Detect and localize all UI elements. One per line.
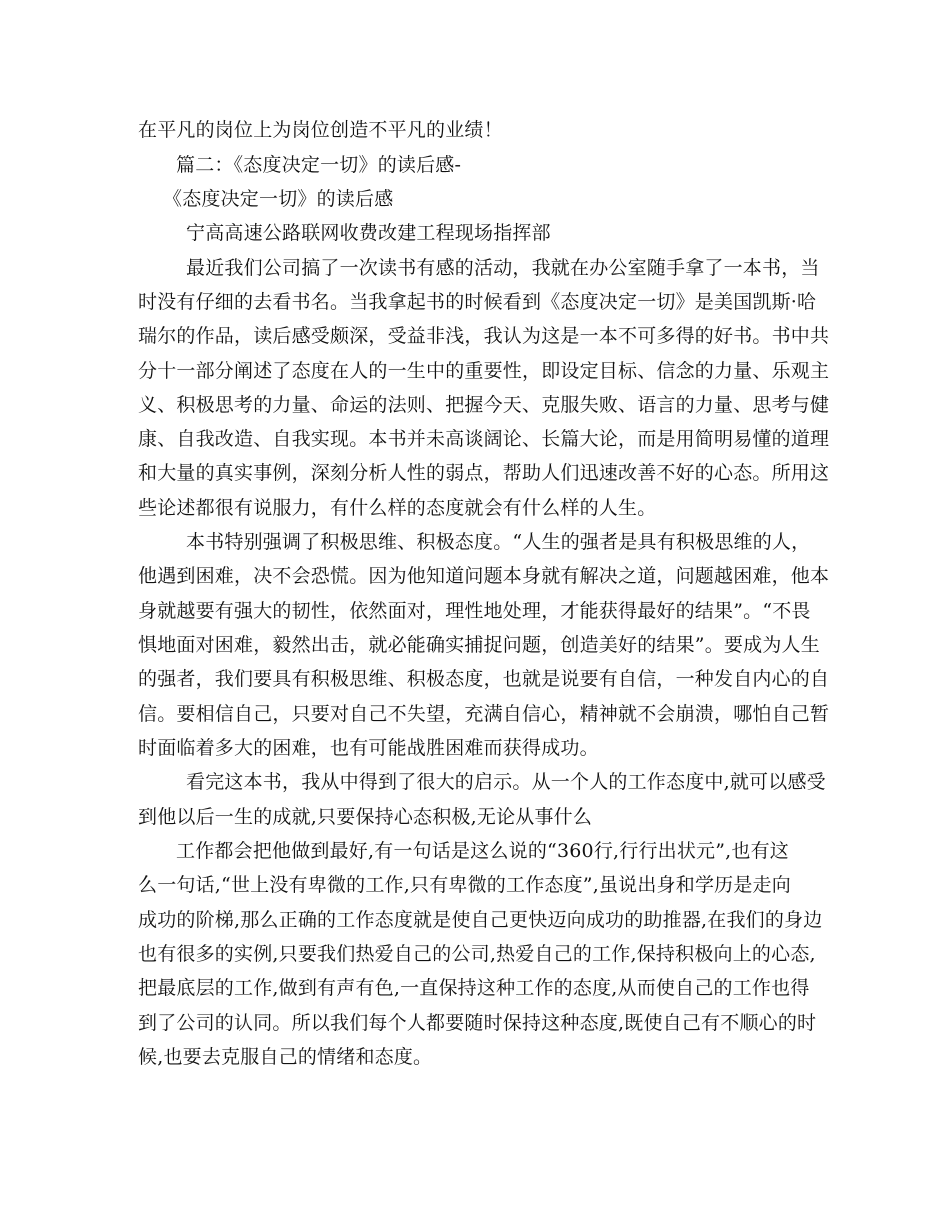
text-line: 时面临着多大的困难，也有可能战胜困难而获得成功。 <box>138 737 599 759</box>
text-line: 到了公司的认同。所以我们每个人都要随时保持这种态度,既使自己有不顺心的时 <box>138 1012 817 1034</box>
article-title: 《态度决定一切》的读后感 <box>163 188 394 210</box>
text-line: 时没有仔细的去看书名。当我拿起书的时候看到《态度决定一切》是美国凯斯·哈 <box>138 291 817 313</box>
text-line: 工作都会把他做到最好,有一句话是这么说的“360行,行行出状元”,也有这 <box>176 840 790 862</box>
text-line: 他遇到困难，决不会恐慌。因为他知道问题本身就有解决之道，问题越困难，他本 <box>138 565 830 587</box>
text-line: 的强者，我们要具有积极思维、积极态度，也就是说要有自信，一种发自内心的自 <box>138 668 830 690</box>
text-line: 分十一部分阐述了态度在人的一生中的重要性，即设定目标、信念的力量、乐观主 <box>138 360 830 382</box>
text-line: 身就越要有强大的韧性，依然面对，理性地处理，才能获得最好的结果”。“不畏 <box>138 600 811 622</box>
text-line: 康、自我改造、自我实现。本书并未高谈阔论、长篇大论，而是用简明易懂的道理 <box>138 428 830 450</box>
text-line: 也有很多的实例,只要我们热爱自己的公司,热爱自己的工作,保持积极向上的心态, <box>138 943 816 965</box>
text-line: 看完这本书，我从中得到了很大的启示。从一个人的工作态度中,就可以感受 <box>186 771 826 793</box>
text-line: 么一句话,“世上没有卑微的工作,只有卑微的工作态度”,虽说出身和学历是走向 <box>138 874 791 896</box>
text-line: 在平凡的岗位上为岗位创造不平凡的业绩！ <box>138 119 503 141</box>
author-organization: 宁高高速公路联网收费改建工程现场指挥部 <box>186 222 551 244</box>
text-line: 信。要相信自己，只要对自己不失望，充满自信心，精神就不会崩溃，哪怕自己暂 <box>138 703 830 725</box>
text-line: 些论述都很有说服力，有什么样的态度就会有什么样的人生。 <box>138 497 657 519</box>
section-heading: 篇二：《态度决定一切》的读后感- <box>176 154 462 176</box>
text-line: 义、积极思考的力量、命运的法则、把握今天、克服失败、语言的力量、思考与健 <box>138 394 830 416</box>
text-line: 到他以后一生的成就,只要保持心态积极,无论从事什么 <box>138 806 593 828</box>
text-line: 本书特别强调了积极思维、积极态度。“人生的强者是具有积极思维的人， <box>186 531 811 553</box>
text-line: 成功的阶梯,那么正确的工作态度就是使自己更快迈向成功的助推器,在我们的身边 <box>138 909 823 931</box>
text-line: 瑞尔的作品，读后感受颇深，受益非浅，我认为这是一本不可多得的好书。书中共 <box>138 325 830 347</box>
text-line: 候,也要去克服自己的情绪和态度。 <box>138 1046 433 1068</box>
text-line: 最近我们公司搞了一次读书有感的活动，我就在办公室随手拿了一本书，当 <box>186 257 820 279</box>
text-line: 惧地面对困难，毅然出击，就必能确实捕捉问题，创造美好的结果”。要成为人生 <box>138 634 820 656</box>
text-line: 和大量的真实事例，深刻分析人性的弱点，帮助人们迅速改善不好的心态。所用这 <box>138 462 830 484</box>
text-line: 把最底层的工作,做到有声有色,一直保持这种工作的态度,从而使自己的工作也得 <box>138 977 810 999</box>
